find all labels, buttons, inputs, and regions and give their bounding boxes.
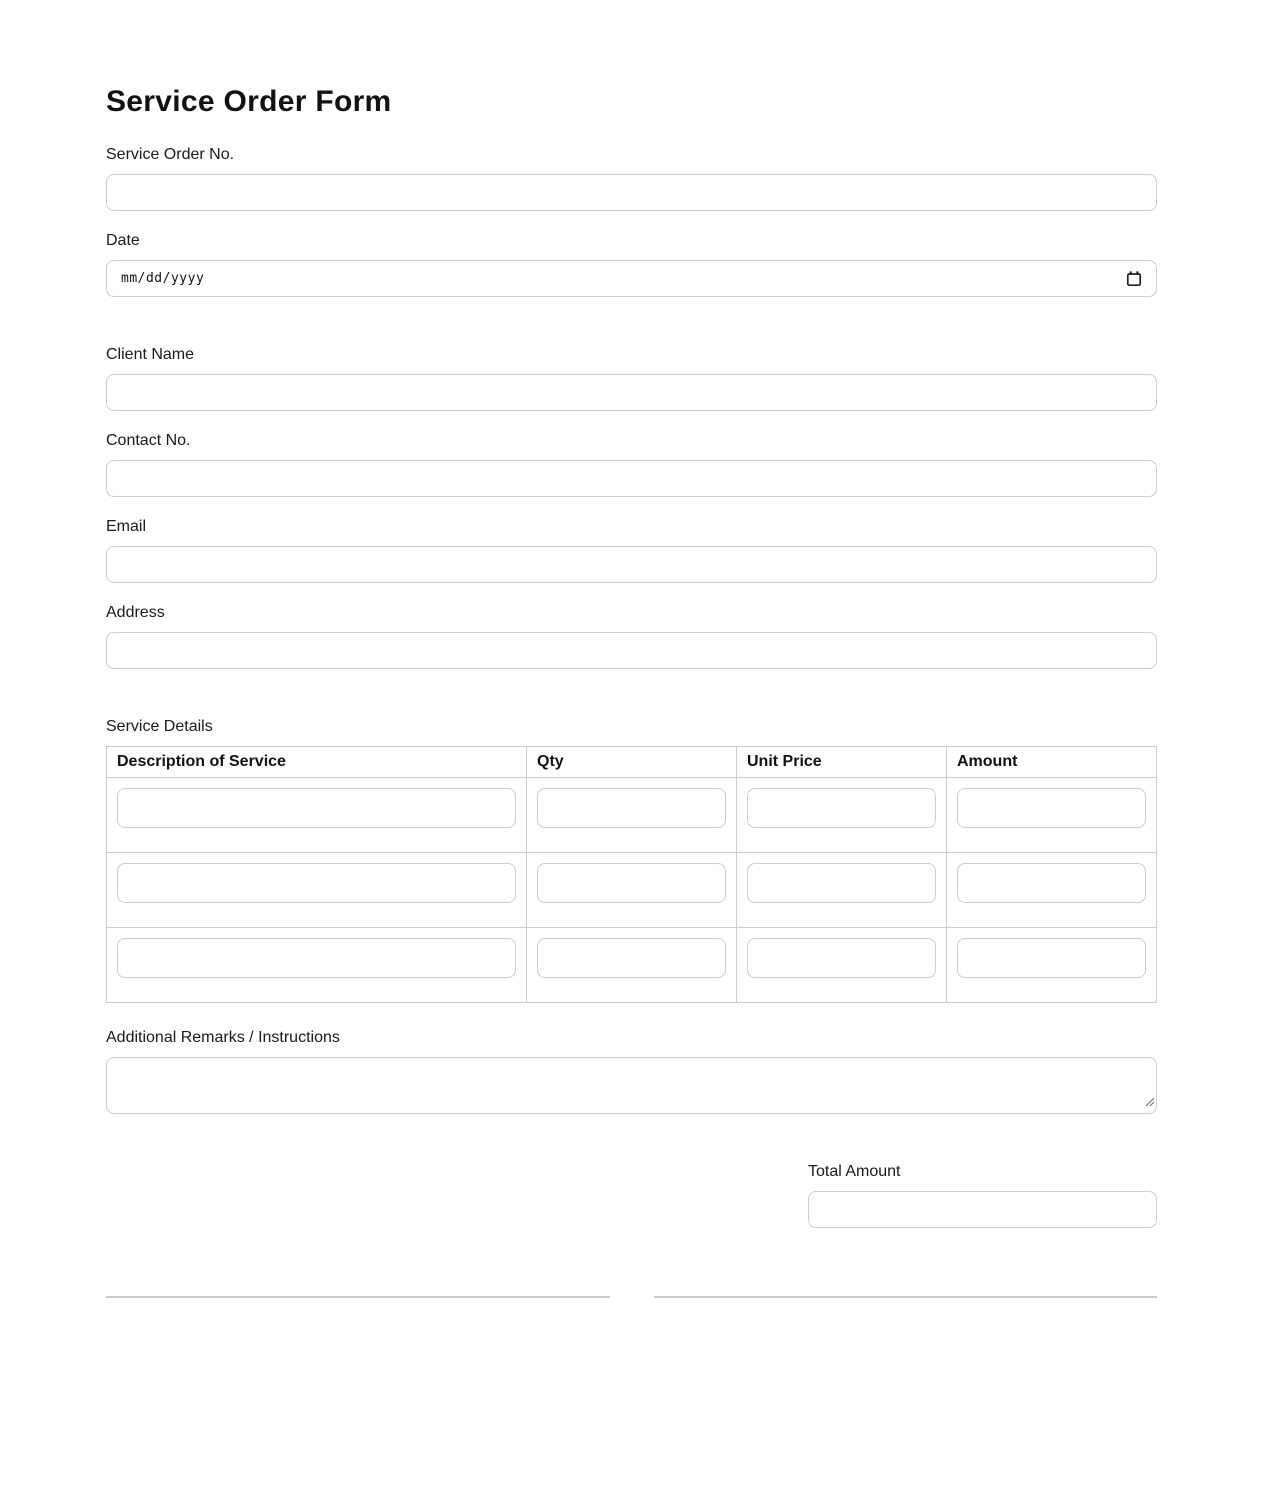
service-details-label: Service Details <box>106 718 213 735</box>
row2-qty-input[interactable] <box>537 863 726 903</box>
signature-line-right <box>654 1296 1158 1298</box>
remarks-label: Additional Remarks / Instructions <box>106 1029 340 1046</box>
table-row <box>107 778 1157 853</box>
field-contact-no <box>106 432 1157 497</box>
row2-description-input[interactable] <box>117 863 516 903</box>
row3-qty-input[interactable] <box>537 938 726 978</box>
remarks-textarea[interactable] <box>106 1057 1157 1114</box>
row1-unit-price-input[interactable] <box>747 788 936 828</box>
table-row <box>107 853 1157 928</box>
signature-lines <box>106 1296 1157 1298</box>
service-order-form <box>106 0 1157 1488</box>
field-address <box>106 604 1157 669</box>
date-input[interactable] <box>106 260 1157 297</box>
calendar-icon[interactable] <box>1126 271 1142 287</box>
row3-amount-input[interactable] <box>957 938 1146 978</box>
col-header-amount: Amount <box>947 747 1157 778</box>
address-label: Address <box>106 604 165 621</box>
date-placeholder: mm/dd/yyyy <box>121 271 205 286</box>
signature-line-left <box>106 1296 610 1298</box>
resize-grip-icon[interactable] <box>1144 1093 1154 1111</box>
service-order-no-input[interactable] <box>106 174 1157 211</box>
page-title: Service Order Form <box>106 85 392 118</box>
row3-unit-price-input[interactable] <box>747 938 936 978</box>
row1-amount-input[interactable] <box>957 788 1146 828</box>
table-header-row <box>107 747 1157 778</box>
field-email <box>106 518 1157 583</box>
row3-description-input[interactable] <box>117 938 516 978</box>
col-header-qty: Qty <box>527 747 737 778</box>
client-name-input[interactable] <box>106 374 1157 411</box>
section-divider-gap <box>106 318 1157 346</box>
email-field[interactable] <box>106 546 1157 583</box>
col-header-description: Description of Service <box>107 747 527 778</box>
row2-amount-input[interactable] <box>957 863 1146 903</box>
total-amount-label: Total Amount <box>808 1163 901 1180</box>
contact-no-label: Contact No. <box>106 432 191 449</box>
field-total-amount <box>808 1163 1157 1228</box>
address-input[interactable] <box>106 632 1157 669</box>
client-name-label: Client Name <box>106 346 195 363</box>
contact-no-input[interactable] <box>106 460 1157 497</box>
field-date <box>106 232 1157 297</box>
field-client-name <box>106 346 1157 411</box>
table-row <box>107 928 1157 1003</box>
row1-qty-input[interactable] <box>537 788 726 828</box>
section-divider-gap <box>106 690 1157 718</box>
field-service-order-no <box>106 146 1157 211</box>
field-remarks <box>106 1029 1157 1114</box>
row2-unit-price-input[interactable] <box>747 863 936 903</box>
row1-description-input[interactable] <box>117 788 516 828</box>
total-amount-input[interactable] <box>808 1191 1157 1228</box>
date-label: Date <box>106 232 140 249</box>
service-details-table <box>106 746 1157 1003</box>
email-label: Email <box>106 518 147 535</box>
service-order-no-label: Service Order No. <box>106 146 235 163</box>
col-header-unit-price: Unit Price <box>737 747 947 778</box>
service-details-section <box>106 718 1157 1003</box>
